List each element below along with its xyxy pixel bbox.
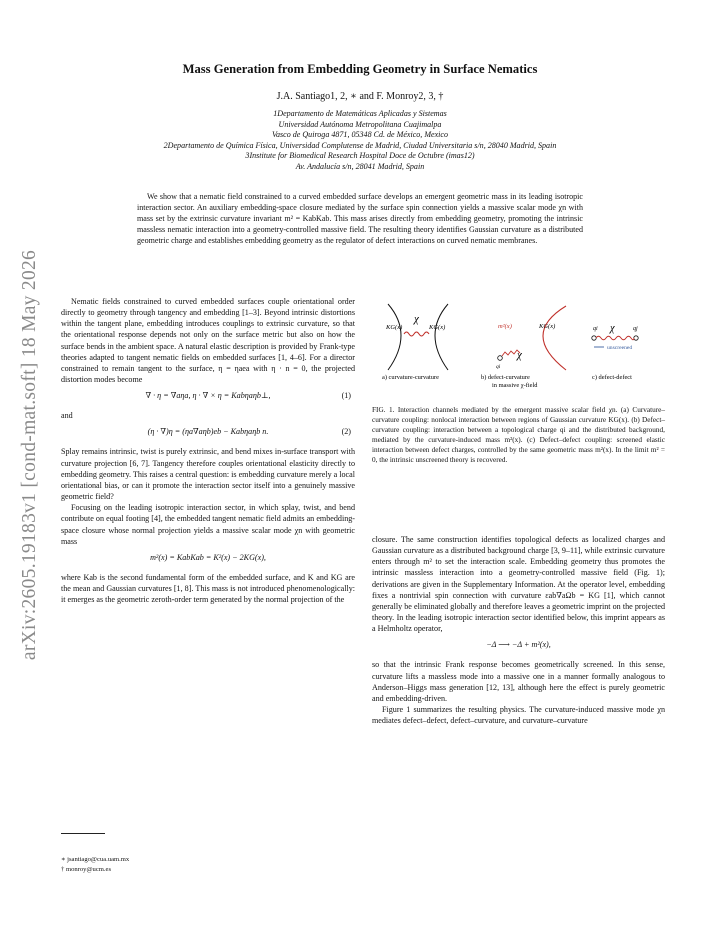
kg-label-b: KG(x) bbox=[539, 323, 556, 330]
kg-label-left: KG(x) bbox=[386, 324, 403, 331]
equation-4 bbox=[372, 639, 665, 654]
wavy-propagator-c bbox=[596, 336, 634, 340]
chi-label-b: χ bbox=[517, 349, 522, 361]
kg-label-right: KG(x) bbox=[429, 324, 446, 331]
unscreened-label: unscreened bbox=[607, 345, 633, 351]
affiliation-line: Vasco de Quiroga 4871, 05348 Cd. de México, Mexico bbox=[271, 130, 449, 140]
footnote-rule bbox=[61, 833, 105, 834]
body-paragraph: Focusing on the leading isotropic interaction sector, in which splay, twist, and bend contribute on equal footing [4], the embedded tangent nematic field admits an embedding-space closure whose normal projection yields a massive scalar mode χn with geometric mass bbox=[61, 503, 355, 546]
body-paragraph: Nematic fields constrained to curved embedded surfaces couple orientational order directly to geometry through tangency and embedding [1–3]. Beyond intrinsic distortions within the tangent plane, embedding introduces couplings to extrinsic curvature, so that the orientational response depends not only on the surface metric but also on how the surface bends in the ambient space. A natural elastic description is provided by Frank-type theories adapted to tangent nematic fields on embedded surfaces [1, 4–6]. For a director constrained to remain tangent to the surface, η = ηaea with η · n = 0, the projected distortion modes become bbox=[61, 297, 355, 385]
equation-body: m²(x) = KabKab = K²(x) − 2KG(x), bbox=[150, 552, 266, 562]
right-column bbox=[372, 534, 665, 726]
body-paragraph: Splay remains intrinsic, twist is purely extrinsic, and bend mixes in-surface transport with curvature projection [6, 7]. Tangency therefore couples orientational elasticity directly to embedding geometry. This raises a central question: is embedding curvature merely a local orientational bias, or can it promote the interaction sector itself into a genuinely massive geometric field? bbox=[61, 447, 355, 502]
defect-charge-b bbox=[498, 356, 503, 361]
body-paragraph: where Kab is the second fundamental form of the embedded surface, and K and KG are the mean and Gaussian curvatures [1, 8]. This mass is not introduced phenomenologically: it emerges as the geometric zeroth-order term generated by the normal projection of the bbox=[61, 572, 355, 605]
arxiv-sidebar bbox=[10, 249, 50, 661]
figure-1 bbox=[380, 300, 665, 400]
mass-label: m²(x) bbox=[498, 323, 512, 330]
panel-c-label: c) defect-defect bbox=[592, 374, 632, 381]
figure-caption: FIG. 1. Interaction channels mediated by the emergent massive scalar field χn. (a) Curvature–curvature coupling: nonlocal interaction between regions of Gaussian curvature KG(x). (b) Defect–curvature coupling: interaction between a topological charge qi and the distributed background, mediated by the curvature-induced mass m²(x). (c) Defect–defect coupling: screened elastic interaction between defect charges, controlled by the same geometric mass m²(x). In the limit m² = 0, the intrinsic unscreened theory is recovered. bbox=[372, 406, 665, 465]
equation-body: (η · ∇)η = (ηa∇aηb)eb − Kabηaηb n. bbox=[147, 427, 269, 437]
curve-left-a bbox=[388, 304, 401, 370]
curve-right-a bbox=[435, 304, 448, 370]
affiliation-line: 3Institute for Biomedical Research Hospital Doce de Octubre (imas12) bbox=[245, 151, 475, 161]
defect-charge-c-right bbox=[634, 336, 638, 340]
wavy-propagator-a bbox=[404, 332, 429, 336]
qj-label-c: qj bbox=[633, 326, 638, 332]
footnotes bbox=[61, 855, 129, 875]
qi-label-c: qi bbox=[593, 326, 598, 332]
body-paragraph: so that the intrinsic Frank response becomes geometrically screened. In this sense, curvature lifts a massless mode into a massive one in a manner formally analogous to Anderson–Higgs mass generation [12, 13], although here the effect is purely geometric and embedding-driven. bbox=[372, 660, 665, 703]
equation-3 bbox=[61, 552, 355, 567]
footnote-email: ∗ jsantiago@cua.uam.mx bbox=[61, 856, 130, 863]
defect-charge-c-left bbox=[592, 336, 596, 340]
body-text: and bbox=[61, 411, 73, 421]
left-column bbox=[61, 296, 355, 605]
arxiv-identifier: arXiv:2605.19183v1 [cond-mat.soft] 18 May 2026 bbox=[19, 249, 40, 661]
equation-number: (1) bbox=[341, 391, 351, 401]
affiliation-line: 2Departamento de Química Física, Universidad Complutense de Madrid, Ciudad Universitaria s/n, 28040 Madrid, Spain bbox=[163, 140, 557, 150]
panel-b-label-line2: in massive χ-field bbox=[492, 382, 538, 389]
equation-number: (2) bbox=[341, 427, 351, 437]
equation-body: −Δ ⟶ −Δ + m²(x), bbox=[486, 640, 551, 650]
equation-2 bbox=[61, 426, 355, 441]
curve-b bbox=[543, 306, 566, 370]
qi-label-b: qi bbox=[496, 364, 501, 370]
panel-a-label: a) curvature-curvature bbox=[382, 374, 439, 381]
body-paragraph: Figure 1 summarizes the resulting physics. The curvature-induced massive mode χn mediates defect–defect, defect–curvature, and curvature–curvature bbox=[372, 705, 665, 726]
chi-label-c: χ bbox=[610, 323, 615, 334]
chi-label-a: χ bbox=[414, 313, 419, 325]
abstract: We show that a nematic field constrained to a curved embedded surface develops an emergent geometric mass in its leading isotropic interaction sector. An auxiliary embedding-space closure mediated by the surface spin connection yields a massive scalar mode χn with mass set by the extrinsic curvature invariant m² = KabKab. This mass arises directly from embedding geometry, promoting the intrinsic massless nematic interaction into a geometry-controlled massive field. The resulting theory identifies Gaussian curvature as a distributed geometric charge and establishes embedding geometry as the regulator of defect interactions on curved nematic membranes. bbox=[137, 192, 583, 246]
equation-1 bbox=[61, 390, 355, 405]
panel-b-label: b) defect-curvature bbox=[481, 374, 530, 381]
author-list: J.A. Santiago1, 2, ∗ and F. Monroy2, 3, † bbox=[276, 91, 444, 102]
affiliation-line: Universidad Autónoma Metropolitana Cuajimalpa bbox=[278, 119, 442, 129]
affiliation-line: 1Departamento de Matemáticas Aplicadas y Sistemas bbox=[273, 109, 447, 118]
footnote-email: † monroy@ucm.es bbox=[61, 866, 112, 873]
affiliations bbox=[0, 109, 720, 173]
affiliation-line: Av. Andalucía s/n, 28041 Madrid, Spain bbox=[295, 161, 425, 171]
body-paragraph: closure. The same construction identifies topological defects as localized charges and Gaussian curvature as a distributed background charge [3, 9–11], while extrinsic curvature enters through m² to set the interaction scale. Embedding geometry thus promotes the intrinsic massless interaction into a geometry-controlled massive field (Fig. 1); derivations are given in the Supplementary Information. At the operator level, embedding fixes a nontrivial spin connection with curvature εab∇aΩb = KG [1], which cannot generally be eliminated globally and therefore leaves a geometric imprint on the projected theory. In the leading isotropic interaction sector identified below, this imprint appears as a Helmholtz operator, bbox=[372, 535, 665, 634]
equation-body: ∇ · η = ∇aηa, η · ∇ × η = Kabηaηb⊥, bbox=[145, 391, 271, 401]
paper-title: Mass Generation from Embedding Geometry in Surface Nematics bbox=[182, 62, 538, 76]
